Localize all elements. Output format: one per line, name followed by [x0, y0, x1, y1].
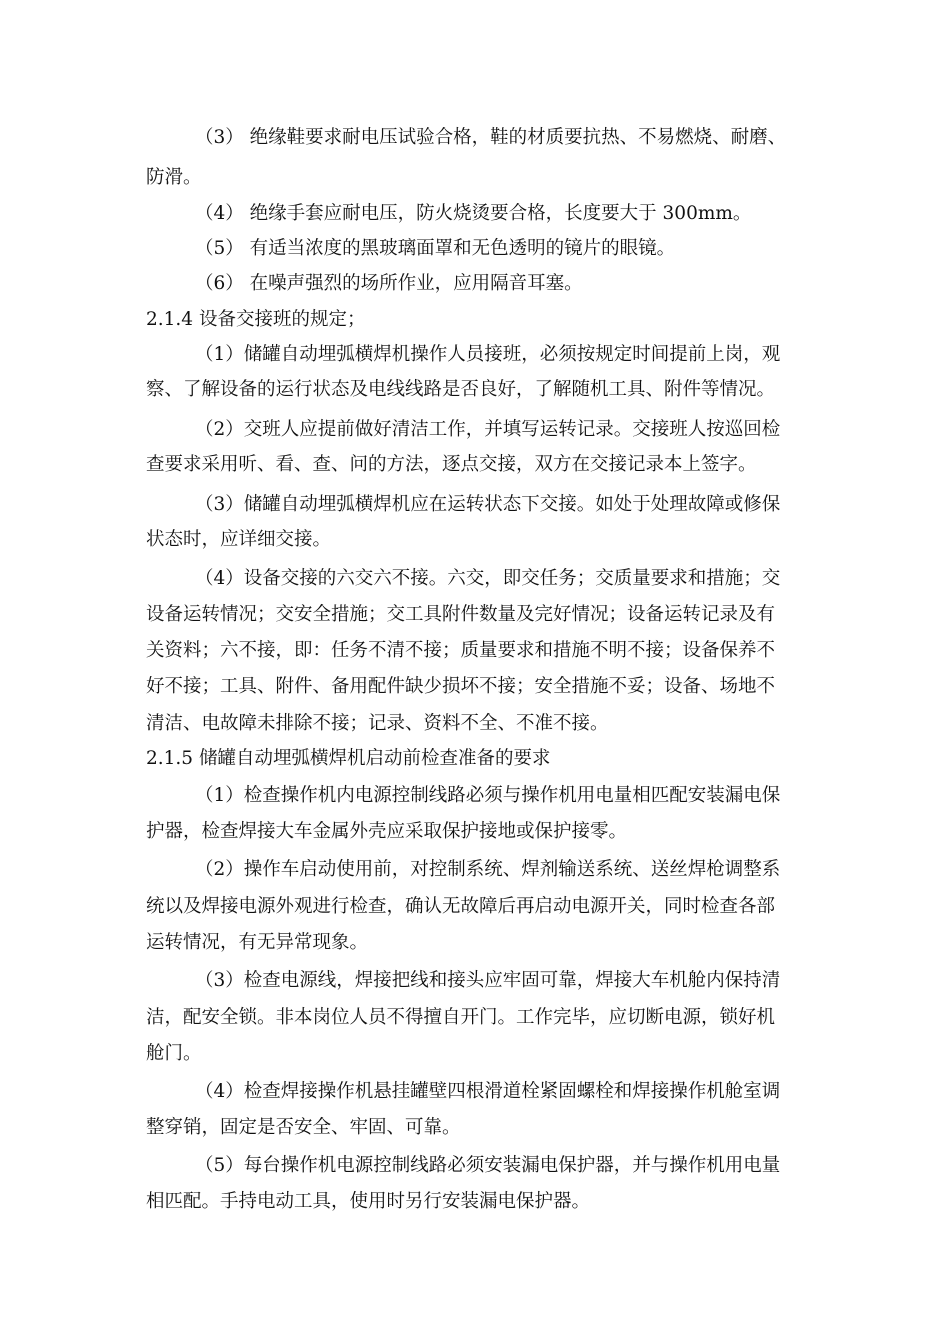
text-line: （4）设备交接的六交六不接。六交，即交任务；交质量要求和措施；交 — [195, 568, 781, 589]
text-line: （4）检查焊接操作机悬挂罐壁四根滑道栓紧固螺栓和焊接操作机舱室调 — [195, 1081, 781, 1102]
text-line: 好不接；工具、附件、备用配件缺少损坏不接；安全措施不妥；设备、场地不 — [146, 676, 776, 697]
section-heading: 2.1.5 储罐自动埋弧横焊机启动前检查准备的要求 — [146, 748, 551, 769]
text-line: 设备运转情况；交安全措施；交工具附件数量及完好情况；设备运转记录及有 — [146, 604, 776, 625]
text-line: 察、了解设备的运行状态及电线线路是否良好，了解随机工具、附件等情况。 — [146, 379, 776, 400]
text-line: 舱门。 — [146, 1043, 202, 1064]
text-line: （2）操作车启动使用前，对控制系统、焊剂输送系统、送丝焊枪调整系 — [195, 859, 781, 880]
text-line: 整穿销，固定是否安全、牢固、可靠。 — [146, 1117, 461, 1138]
text-line: （3）检查电源线，焊接把线和接头应牢固可靠，焊接大车机舱内保持清 — [195, 970, 781, 991]
section-heading: 2.1.4 设备交接班的规定； — [146, 309, 366, 330]
text-line: 护器，检查焊接大车金属外壳应采取保护接地或保护接零。 — [146, 821, 628, 842]
text-line: （5）每台操作机电源控制线路必须安装漏电保护器，并与操作机用电量 — [195, 1155, 781, 1176]
text-line: 关资料；六不接，即：任务不清不接；质量要求和措施不明不接；设备保养不 — [146, 640, 776, 661]
text-line: （1）储罐自动埋弧横焊机操作人员接班，必须按规定时间提前上岗，观 — [195, 344, 781, 365]
text-line: （6） 在噪声强烈的场所作业，应用隔音耳塞。 — [195, 273, 583, 294]
text-line: 状态时，应详细交接。 — [146, 529, 332, 550]
text-line: 运转情况，有无异常现象。 — [146, 932, 369, 953]
text-line: （3）储罐自动埋弧横焊机应在运转状态下交接。如处于处理故障或修保 — [195, 494, 781, 515]
text-line: 洁，配安全锁。非本岗位人员不得擅自开门。工作完毕，应切断电源，锁好机 — [146, 1007, 776, 1028]
text-line: 查要求采用听、看、查、问的方法，逐点交接，双方在交接记录本上签字。 — [146, 454, 757, 475]
text-line: （4） 绝缘手套应耐电压，防火烧烫要合格，长度要大于 300mm。 — [195, 203, 752, 224]
text-line: 防滑。 — [146, 167, 202, 188]
text-line: （3） 绝缘鞋要求耐电压试验合格，鞋的材质要抗热、不易燃烧、耐磨、 — [195, 127, 787, 148]
text-line: （1）检查操作机内电源控制线路必须与操作机用电量相匹配安装漏电保 — [195, 785, 781, 806]
text-line: （5） 有适当浓度的黑玻璃面罩和无色透明的镜片的眼镜。 — [195, 238, 676, 259]
text-line: 清洁、电故障未排除不接；记录、资料不全、不准不接。 — [146, 713, 609, 734]
text-line: （2）交班人应提前做好清洁工作，并填写运转记录。交接班人按巡回检 — [195, 419, 781, 440]
text-line: 统以及焊接电源外观进行检查，确认无故障后再启动电源开关，同时检查各部 — [146, 896, 776, 917]
text-line: 相匹配。手持电动工具，使用时另行安装漏电保护器。 — [146, 1191, 591, 1212]
